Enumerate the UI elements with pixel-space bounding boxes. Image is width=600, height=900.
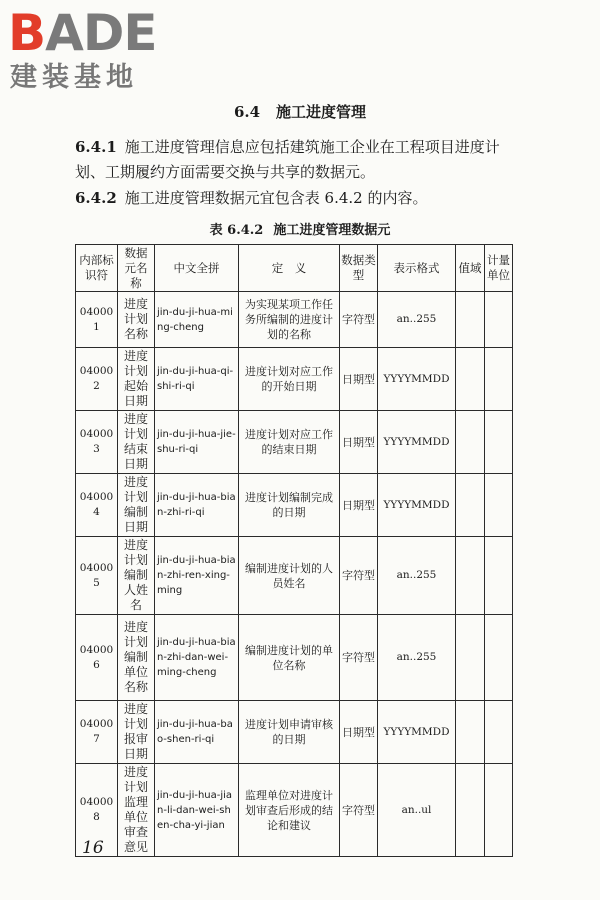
cell-pinyin: jin-du-ji-hua-bao-shen-ri-qi <box>155 701 239 764</box>
cell-format: YYYYMMDD <box>378 474 456 537</box>
cell-name: 进度计划结束日期 <box>118 411 155 474</box>
cell-definition: 监理单位对进度计划审查后形成的结论和建议 <box>239 764 340 857</box>
cell-pinyin: jin-du-ji-hua-jian-li-dan-wei-shen-cha-yi-jian <box>155 764 239 857</box>
logo-accent-letter: B <box>8 4 46 62</box>
cell-id: 040002 <box>76 348 118 411</box>
cell-pinyin: jin-du-ji-hua-jie-shu-ri-qi <box>155 411 239 474</box>
cell-pinyin: jin-du-ji-hua-bian-zhi-ren-xing-ming <box>155 537 239 615</box>
cell-definition: 编制进度计划的单位名称 <box>239 615 340 701</box>
logo-subtitle: 建装基地 <box>10 62 138 93</box>
cell-definition: 编制进度计划的人员姓名 <box>239 537 340 615</box>
cell-format: an..255 <box>378 537 456 615</box>
cell-unit <box>485 701 513 764</box>
paragraph-text: 施工进度管理信息应包括建筑施工企业在工程项目进度计划、工期履约方面需要交换与共享的数据元。 <box>75 138 500 181</box>
cell-name: 进度计划报审日期 <box>118 701 155 764</box>
cell-definition: 为实现某项工作任务所编制的进度计划的名称 <box>239 292 340 348</box>
cell-type: 字符型 <box>340 764 378 857</box>
cell-type: 日期型 <box>340 411 378 474</box>
cell-name: 进度计划监理单位审查意见 <box>118 764 155 857</box>
cell-format: YYYYMMDD <box>378 701 456 764</box>
cell-format: an..255 <box>378 615 456 701</box>
column-header: 定 义 <box>239 245 340 292</box>
cell-id: 040006 <box>76 615 118 701</box>
cell-id: 040008 <box>76 764 118 857</box>
cell-domain <box>456 411 485 474</box>
cell-unit <box>485 764 513 857</box>
column-header: 表示格式 <box>378 245 456 292</box>
cell-format: YYYYMMDD <box>378 348 456 411</box>
cell-unit <box>485 537 513 615</box>
cell-unit <box>485 292 513 348</box>
cell-id: 040005 <box>76 537 118 615</box>
table-header-row <box>76 245 513 292</box>
cell-definition: 进度计划对应工作的结束日期 <box>239 411 340 474</box>
cell-unit <box>485 474 513 537</box>
paragraph-6-4-2 <box>75 186 515 211</box>
cell-domain <box>456 474 485 537</box>
cell-name: 进度计划编制人姓名 <box>118 537 155 615</box>
cell-definition: 进度计划申请审核的日期 <box>239 701 340 764</box>
bade-logo <box>8 6 183 98</box>
cell-unit <box>485 615 513 701</box>
cell-name: 进度计划名称 <box>118 292 155 348</box>
page-number: 16 <box>82 838 104 858</box>
column-header: 数据元名称 <box>118 245 155 292</box>
cell-domain <box>456 292 485 348</box>
cell-name: 进度计划编制单位名称 <box>118 615 155 701</box>
cell-id: 040004 <box>76 474 118 537</box>
table-row <box>76 701 513 764</box>
logo-wordmark <box>8 6 156 60</box>
cell-format: an..255 <box>378 292 456 348</box>
cell-pinyin: jin-du-ji-hua-qi-shi-ri-qi <box>155 348 239 411</box>
table-row <box>76 292 513 348</box>
cell-unit <box>485 348 513 411</box>
cell-domain <box>456 764 485 857</box>
clause-number: 6.4.1 <box>75 138 117 156</box>
table-title: 施工进度管理数据元 <box>273 223 391 238</box>
column-header: 值域 <box>456 245 485 292</box>
cell-definition: 进度计划编制完成的日期 <box>239 474 340 537</box>
cell-type: 字符型 <box>340 615 378 701</box>
cell-format: YYYYMMDD <box>378 411 456 474</box>
table-row <box>76 764 513 857</box>
cell-type: 日期型 <box>340 701 378 764</box>
cell-type: 日期型 <box>340 474 378 537</box>
column-header: 内部标识符 <box>76 245 118 292</box>
table-number: 表 6.4.2 <box>209 223 264 238</box>
cell-name: 进度计划起始日期 <box>118 348 155 411</box>
cell-unit <box>485 411 513 474</box>
cell-definition: 进度计划对应工作的开始日期 <box>239 348 340 411</box>
cell-domain <box>456 701 485 764</box>
table-row <box>76 348 513 411</box>
table-caption <box>0 219 600 238</box>
paragraph-6-4-1 <box>75 135 515 185</box>
cell-type: 字符型 <box>340 537 378 615</box>
cell-domain <box>456 348 485 411</box>
logo-word-rest: ADE <box>45 4 157 62</box>
cell-name: 进度计划编制日期 <box>118 474 155 537</box>
section-title: 施工进度管理 <box>276 103 367 121</box>
table-row <box>76 615 513 701</box>
cell-id: 040001 <box>76 292 118 348</box>
data-element-table <box>75 244 513 857</box>
column-header: 中文全拼 <box>155 245 239 292</box>
cell-type: 字符型 <box>340 292 378 348</box>
column-header: 数据类型 <box>340 245 378 292</box>
table-row <box>76 474 513 537</box>
table-row <box>76 537 513 615</box>
section-number: 6.4 <box>233 103 261 121</box>
cell-format: an..ul <box>378 764 456 857</box>
cell-type: 日期型 <box>340 348 378 411</box>
cell-pinyin: jin-du-ji-hua-ming-cheng <box>155 292 239 348</box>
cell-domain <box>456 537 485 615</box>
cell-domain <box>456 615 485 701</box>
paragraph-text: 施工进度管理数据元宜包含表 6.4.2 的内容。 <box>124 189 428 207</box>
cell-pinyin: jin-du-ji-hua-bian-zhi-ri-qi <box>155 474 239 537</box>
cell-id: 040003 <box>76 411 118 474</box>
section-heading <box>0 101 600 122</box>
table-row <box>76 411 513 474</box>
clause-number: 6.4.2 <box>75 189 117 207</box>
cell-id: 040007 <box>76 701 118 764</box>
cell-pinyin: jin-du-ji-hua-bian-zhi-dan-wei-ming-cheng <box>155 615 239 701</box>
column-header: 计量单位 <box>485 245 513 292</box>
